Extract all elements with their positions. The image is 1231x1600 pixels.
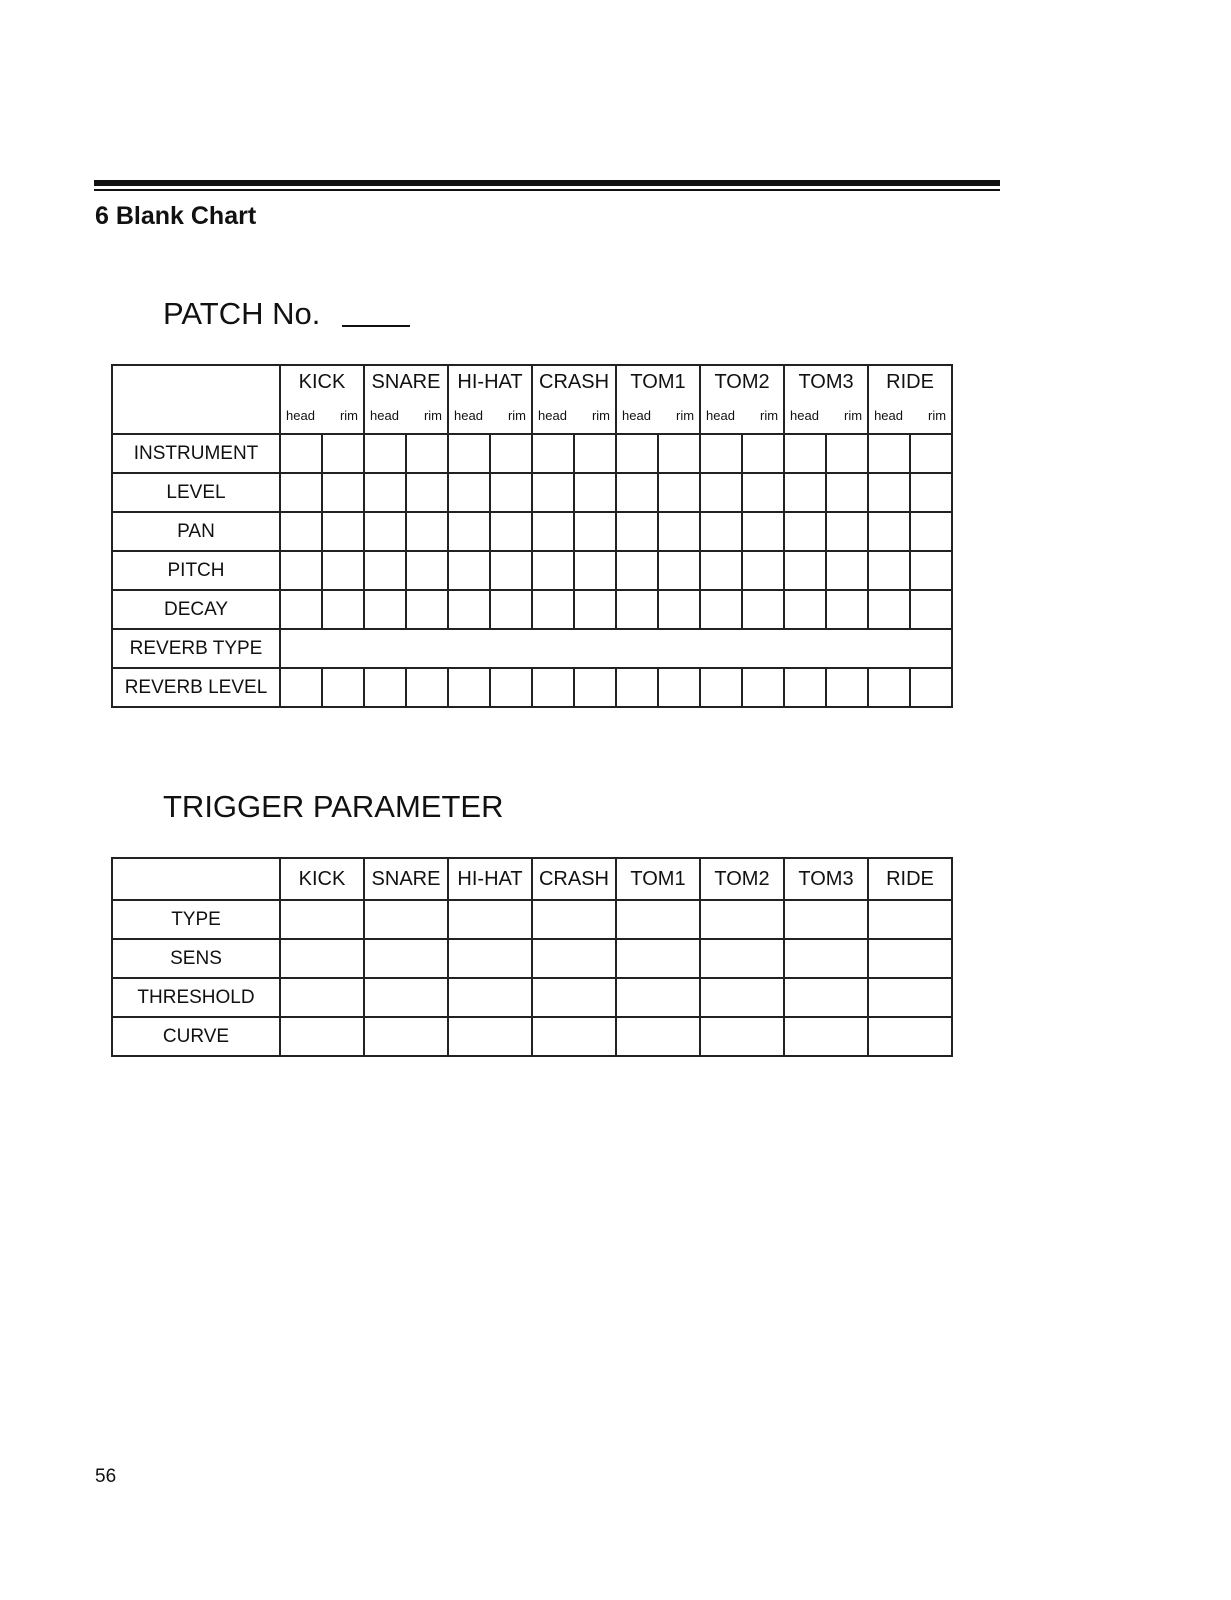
trigger-entry-cell[interactable] — [784, 978, 868, 1017]
patch-drum-header: HI-HAT — [448, 365, 532, 398]
trigger-entry-cell[interactable] — [868, 900, 952, 939]
trigger-row — [112, 939, 952, 978]
trigger-entry-cell[interactable] — [784, 900, 868, 939]
trigger-row-label: TYPE — [112, 900, 280, 939]
patch-entry-cell[interactable] — [616, 590, 658, 629]
trigger-entry-cell[interactable] — [280, 1017, 364, 1056]
head-rim-labels — [533, 408, 615, 423]
patch-entry-cell[interactable] — [364, 551, 406, 590]
patch-entry-cell[interactable] — [448, 473, 490, 512]
trigger-row — [112, 978, 952, 1017]
patch-entry-cell[interactable] — [406, 512, 448, 551]
trigger-drum-header: CRASH — [532, 858, 616, 900]
patch-header-row — [112, 365, 952, 398]
trigger-entry-cell[interactable] — [616, 900, 700, 939]
trigger-entry-cell[interactable] — [700, 978, 784, 1017]
patch-subheader-cell — [700, 398, 784, 434]
trigger-entry-cell[interactable] — [448, 978, 532, 1017]
rim-label: rim — [760, 408, 779, 423]
trigger-entry-cell[interactable] — [448, 1017, 532, 1056]
patch-drum-header: KICK — [280, 365, 364, 398]
trigger-entry-cell[interactable] — [364, 939, 448, 978]
patch-entry-cell[interactable] — [322, 551, 364, 590]
patch-entry-cell[interactable] — [784, 473, 826, 512]
header-rule-thick — [94, 180, 1000, 186]
trigger-header-row — [112, 858, 952, 900]
trigger-drum-header: KICK — [280, 858, 364, 900]
rim-label: rim — [591, 408, 611, 423]
patch-entry-cell[interactable] — [406, 551, 448, 590]
head-rim-labels — [281, 408, 363, 423]
patch-row — [112, 590, 952, 629]
head-label: head — [454, 408, 483, 423]
patch-row-label: DECAY — [112, 590, 280, 629]
trigger-title: TRIGGER PARAMETER — [163, 789, 504, 824]
head-label: head — [706, 408, 735, 423]
trigger-entry-cell[interactable] — [616, 939, 700, 978]
patch-entry-cell[interactable] — [700, 551, 742, 590]
trigger-entry-cell[interactable] — [868, 978, 952, 1017]
patch-drum-header: TOM1 — [616, 365, 700, 398]
patch-subheader-cell — [280, 398, 364, 434]
head-label: head — [286, 408, 315, 423]
patch-entry-cell[interactable] — [280, 551, 322, 590]
patch-entry-cell[interactable] — [700, 473, 742, 512]
trigger-entry-cell[interactable] — [532, 939, 616, 978]
head-label: head — [790, 408, 819, 423]
trigger-drum-header: TOM3 — [784, 858, 868, 900]
patch-entry-cell[interactable] — [658, 512, 700, 551]
patch-entry-cell[interactable] — [616, 551, 658, 590]
patch-entry-cell[interactable] — [532, 434, 574, 473]
patch-entry-cell[interactable] — [532, 551, 574, 590]
patch-drum-header: TOM2 — [700, 365, 784, 398]
patch-entry-cell[interactable] — [490, 434, 532, 473]
patch-row-label: REVERB TYPE — [112, 629, 280, 668]
rim-label: rim — [675, 408, 695, 423]
trigger-entry-cell[interactable] — [868, 939, 952, 978]
patch-entry-cell[interactable] — [784, 668, 826, 707]
patch-entry-cell[interactable] — [868, 551, 910, 590]
patch-entry-cell[interactable] — [280, 512, 322, 551]
patch-entry-cell[interactable] — [868, 590, 910, 629]
page-number: 56 — [95, 1466, 117, 1487]
patch-entry-cell[interactable] — [616, 473, 658, 512]
patch-entry-cell[interactable] — [448, 434, 490, 473]
patch-entry-cell[interactable] — [322, 512, 364, 551]
patch-entry-cell[interactable] — [532, 590, 574, 629]
trigger-drum-header: SNARE — [364, 858, 448, 900]
patch-entry-cell[interactable] — [742, 434, 784, 473]
patch-row-label: REVERB LEVEL — [112, 668, 280, 707]
trigger-entry-cell[interactable] — [868, 1017, 952, 1056]
patch-entry-cell[interactable] — [910, 473, 952, 512]
rim-label: rim — [507, 408, 526, 423]
patch-drum-header: TOM3 — [784, 365, 868, 398]
patch-entry-cell[interactable] — [616, 668, 658, 707]
head-label: head — [538, 408, 567, 423]
patch-entry-cell[interactable] — [826, 551, 868, 590]
patch-entry-cell[interactable] — [490, 473, 532, 512]
patch-entry-cell[interactable] — [574, 512, 616, 551]
trigger-row — [112, 900, 952, 939]
patch-entry-cell[interactable] — [448, 512, 490, 551]
patch-entry-cell[interactable] — [616, 434, 658, 473]
trigger-entry-cell[interactable] — [448, 900, 532, 939]
patch-subheader-cell — [448, 398, 532, 434]
trigger-entry-cell[interactable] — [532, 1017, 616, 1056]
patch-entry-cell[interactable] — [826, 473, 868, 512]
patch-entry-cell[interactable] — [574, 473, 616, 512]
patch-entry-cell[interactable] — [280, 590, 322, 629]
patch-entry-cell[interactable] — [490, 512, 532, 551]
trigger-entry-cell[interactable] — [616, 1017, 700, 1056]
trigger-entry-cell[interactable] — [532, 900, 616, 939]
head-rim-labels — [701, 408, 783, 423]
patch-row-label: PAN — [112, 512, 280, 551]
patch-subheader-cell — [868, 398, 952, 434]
patch-drum-header: SNARE — [364, 365, 448, 398]
patch-entry-cell[interactable] — [490, 668, 532, 707]
patch-entry-cell[interactable] — [742, 551, 784, 590]
trigger-row-label: CURVE — [112, 1017, 280, 1056]
patch-entry-cell[interactable] — [784, 434, 826, 473]
patch-entry-cell[interactable] — [364, 434, 406, 473]
patch-entry-cell[interactable] — [784, 551, 826, 590]
trigger-row-label: SENS — [112, 939, 280, 978]
patch-subheader-cell — [616, 398, 700, 434]
rim-label: rim — [928, 408, 947, 423]
patch-row-label: INSTRUMENT — [112, 434, 280, 473]
patch-row — [112, 668, 952, 707]
head-rim-labels — [617, 408, 699, 423]
patch-subheader-cell — [784, 398, 868, 434]
patch-entry-cell[interactable] — [658, 668, 700, 707]
patch-entry-cell[interactable] — [280, 434, 322, 473]
patch-entry-cell[interactable] — [826, 512, 868, 551]
patch-entry-cell[interactable] — [364, 473, 406, 512]
patch-drum-header: CRASH — [532, 365, 616, 398]
patch-entry-cell[interactable] — [742, 590, 784, 629]
head-label: head — [874, 408, 903, 423]
patch-entry-cell[interactable] — [406, 668, 448, 707]
patch-entry-cell[interactable] — [574, 590, 616, 629]
patch-entry-cell[interactable] — [742, 668, 784, 707]
trigger-entry-cell[interactable] — [364, 900, 448, 939]
patch-entry-cell[interactable] — [742, 473, 784, 512]
patch-entry-cell[interactable] — [574, 551, 616, 590]
trigger-entry-cell[interactable] — [448, 939, 532, 978]
patch-entry-cell[interactable] — [532, 473, 574, 512]
patch-entry-cell[interactable] — [574, 668, 616, 707]
rim-label: rim — [339, 408, 358, 423]
patch-entry-cell[interactable] — [406, 434, 448, 473]
patch-subheader-cell — [364, 398, 448, 434]
patch-title: PATCH No. — [163, 296, 321, 331]
trigger-drum-header: RIDE — [868, 858, 952, 900]
patch-entry-cell[interactable] — [406, 473, 448, 512]
patch-row — [112, 629, 952, 668]
trigger-entry-cell[interactable] — [700, 939, 784, 978]
rim-label: rim — [844, 408, 863, 423]
trigger-entry-cell[interactable] — [616, 978, 700, 1017]
patch-row — [112, 473, 952, 512]
trigger-entry-cell[interactable] — [280, 900, 364, 939]
patch-entry-cell[interactable] — [910, 668, 952, 707]
patch-entry-cell[interactable] — [868, 473, 910, 512]
trigger-corner-cell — [112, 858, 280, 900]
patch-entry-cell[interactable] — [322, 434, 364, 473]
patch-entry-cell[interactable] — [700, 512, 742, 551]
patch-entry-cell[interactable] — [868, 434, 910, 473]
trigger-entry-cell[interactable] — [280, 939, 364, 978]
patch-entry-cell[interactable] — [700, 434, 742, 473]
patch-entry-cell[interactable] — [910, 434, 952, 473]
trigger-table — [111, 857, 953, 1057]
patch-entry-cell[interactable] — [490, 551, 532, 590]
trigger-entry-cell[interactable] — [280, 978, 364, 1017]
patch-entry-cell[interactable] — [868, 512, 910, 551]
patch-entry-cell[interactable] — [826, 434, 868, 473]
patch-entry-cell[interactable] — [280, 668, 322, 707]
patch-entry-cell[interactable] — [322, 590, 364, 629]
patch-entry-cell[interactable] — [616, 512, 658, 551]
patch-row-label: LEVEL — [112, 473, 280, 512]
trigger-entry-cell[interactable] — [784, 1017, 868, 1056]
head-rim-labels — [365, 408, 447, 423]
patch-entry-cell[interactable] — [448, 668, 490, 707]
patch-entry-cell[interactable] — [826, 590, 868, 629]
patch-entry-cell[interactable] — [658, 551, 700, 590]
head-label: head — [622, 408, 651, 423]
patch-entry-cell[interactable] — [448, 551, 490, 590]
trigger-row-label: THRESHOLD — [112, 978, 280, 1017]
patch-entry-cell[interactable] — [448, 590, 490, 629]
patch-entry-cell[interactable] — [574, 434, 616, 473]
patch-entry-cell[interactable] — [784, 512, 826, 551]
reverb-type-entry[interactable] — [280, 629, 952, 668]
patch-row — [112, 512, 952, 551]
head-label: head — [370, 408, 399, 423]
patch-entry-cell[interactable] — [322, 473, 364, 512]
patch-row — [112, 434, 952, 473]
patch-entry-cell[interactable] — [406, 590, 448, 629]
patch-drum-header: RIDE — [868, 365, 952, 398]
patch-entry-cell[interactable] — [658, 473, 700, 512]
patch-entry-cell[interactable] — [658, 434, 700, 473]
rim-label: rim — [423, 408, 442, 423]
patch-row-label: PITCH — [112, 551, 280, 590]
patch-entry-cell[interactable] — [532, 512, 574, 551]
patch-table — [111, 364, 953, 708]
patch-number-blank — [342, 325, 410, 327]
patch-row — [112, 551, 952, 590]
head-rim-labels — [869, 408, 951, 423]
trigger-entry-cell[interactable] — [784, 939, 868, 978]
trigger-entry-cell[interactable] — [364, 1017, 448, 1056]
patch-entry-cell[interactable] — [700, 668, 742, 707]
trigger-entry-cell[interactable] — [700, 900, 784, 939]
trigger-drum-header: TOM2 — [700, 858, 784, 900]
patch-entry-cell[interactable] — [700, 590, 742, 629]
patch-entry-cell[interactable] — [364, 590, 406, 629]
patch-entry-cell[interactable] — [910, 590, 952, 629]
patch-entry-cell[interactable] — [784, 590, 826, 629]
head-rim-labels — [785, 408, 867, 423]
patch-entry-cell[interactable] — [910, 512, 952, 551]
patch-entry-cell[interactable] — [532, 668, 574, 707]
trigger-row — [112, 1017, 952, 1056]
trigger-drum-header: HI-HAT — [448, 858, 532, 900]
trigger-entry-cell[interactable] — [364, 978, 448, 1017]
patch-subheader-cell — [532, 398, 616, 434]
header-rule-thin — [94, 189, 1000, 191]
patch-entry-cell[interactable] — [322, 668, 364, 707]
patch-entry-cell[interactable] — [490, 590, 532, 629]
patch-entry-cell[interactable] — [364, 512, 406, 551]
patch-entry-cell[interactable] — [826, 668, 868, 707]
section-title: 6 Blank Chart — [95, 202, 257, 230]
trigger-entry-cell[interactable] — [700, 1017, 784, 1056]
patch-entry-cell[interactable] — [910, 551, 952, 590]
patch-corner-cell — [112, 365, 280, 434]
patch-entry-cell[interactable] — [658, 590, 700, 629]
patch-entry-cell[interactable] — [868, 668, 910, 707]
patch-entry-cell[interactable] — [364, 668, 406, 707]
patch-entry-cell[interactable] — [742, 512, 784, 551]
patch-entry-cell[interactable] — [280, 473, 322, 512]
trigger-drum-header: TOM1 — [616, 858, 700, 900]
head-rim-labels — [449, 408, 531, 423]
trigger-entry-cell[interactable] — [532, 978, 616, 1017]
